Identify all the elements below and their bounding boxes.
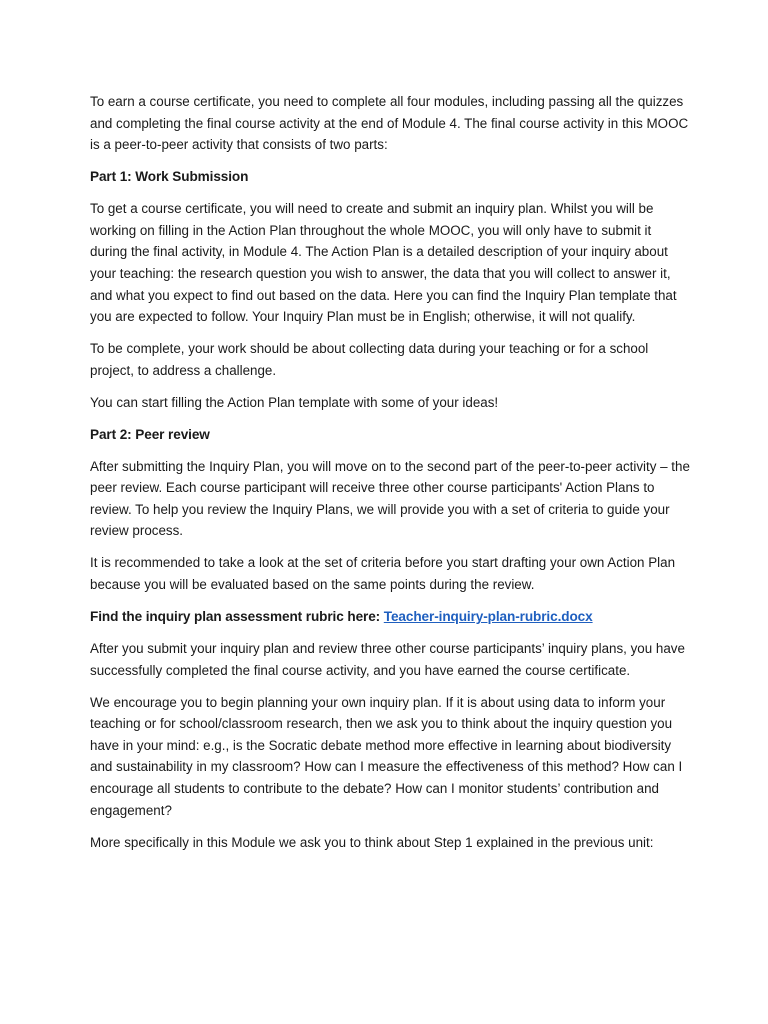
part1-paragraph-2: To be complete, your work should be about collecting data during your teaching or for a school project, to address a challenge. [90,341,649,378]
rubric-label: Find the inquiry plan assessment rubric here: [90,609,384,624]
part2-heading: Part 2: Peer review [90,426,210,442]
part1-paragraph-1: To get a course certificate, you will need to create and submit an inquiry plan. Whilst you will be working on filling in the Action Plan throughout the whole MOOC, you will only have to submit it during the final activity, in Module 4. The Action Plan is a detailed description of your inquiry about your teaching: the research question you wish to answer, the data that you will collect to answer it, and what you expect to find out based on the data. Here you can find the Inquiry Plan template that you are expected to follow. Your Inquiry Plan must be in English; otherwise, it will not qualify. [90,201,677,325]
closing-paragraph-3: More specifically in this Module we ask you to think about Step 1 explained in the previous unit: [90,834,654,850]
closing-paragraph-1: After you submit your inquiry plan and review three other course participants’ inquiry plans, you have successfully completed the final course activity, and you have earned the course certificate. [90,640,685,678]
document-page [90,91,690,864]
rubric-link[interactable]: Teacher-inquiry-plan-rubric.docx [383,609,593,624]
intro-paragraph: To earn a course certificate, you need to complete all four modules, including passing all the quizzes and completing the final course activity at the end of Module 4. The final course activity in this MOOC is a peer-to-peer activity that consists of two parts: [90,94,689,153]
part1-heading: Part 1: Work Submission [90,169,249,185]
rubric-line [90,606,690,628]
part2-paragraph-2: It is recommended to take a look at the set of criteria before you start drafting your own Action Plan because you will be evaluated based on the same points during the review. [90,555,676,593]
part1-paragraph-3: You can start filling the Action Plan template with some of your ideas! [90,394,499,410]
closing-paragraph-2: We encourage you to begin planning your own inquiry plan. If it is about using data to inform your teaching or for school/classroom research, then we ask you to think about the inquiry question you have in your mind: e.g., is the Socratic debate method more effective in learning about biodiversity and sustainability in my classroom? How can I measure the effectiveness of this method? How can I encourage all students to contribute to the debate? How can I monitor students’ contribution and engagement? [90,694,683,818]
part2-paragraph-1: After submitting the Inquiry Plan, you will move on to the second part of the peer-to-peer activity – the peer review. Each course participant will receive three other course participants' Action Plans to review. To help you review the Inquiry Plans, we will provide you with a set of criteria to guide your review process. [90,458,690,539]
